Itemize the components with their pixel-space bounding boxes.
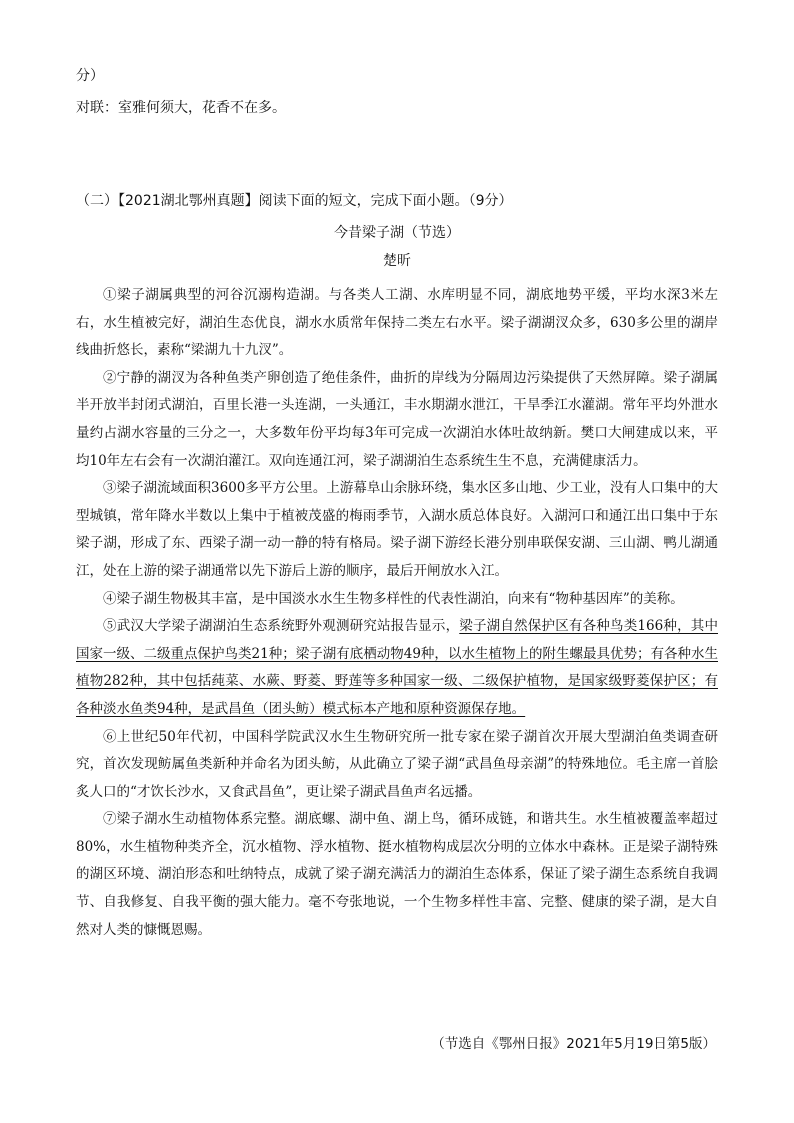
- paragraph-6: ⑥上世纪50年代初，中国科学院武汉水生生物研究所一批专家在梁子湖首次开展大型湖泊鱼类调查研究，首次发现鲂属鱼类新种并命名为团头鲂，从此确立了梁子湖“武昌鱼母亲湖”的特殊地位。毛主席一首脍炙人口的“才饮长沙水，又食武昌鱼”，更让梁子湖武昌鱼声名远播。: [76, 728, 718, 800]
- paragraph-2: ②宁静的湖汊为各种鱼类产卵创造了绝佳条件，曲折的岸线为分隔周边污染提供了天然屏障。梁子湖属半开放半封闭式湖泊，百里长港一头连湖，一头通江，丰水期湖水泄江，干旱季江水灌湖。常年平均外泄水量约占湖水容量的三分之一，大多数年份平均每3年可完成一次湖泊水体吐故纳新。樊口大闸建成以来，平均10年左右会有一次湖泊灌江。双向连通江河，梁子湖湖泊生态系统生生不息，充满健康活力。: [76, 369, 718, 469]
- paragraph-5: [76, 613, 718, 723]
- paragraph-3: ③梁子湖流域面积3600多平方公里。上游幕阜山余脉环绕，集水区多山地、少工业，没有人口集中的大型城镇，常年降水半数以上集中于植被茂盛的梅雨季节，入湖水质总体良好。入湖河口和通江出口集中于东梁子湖，形成了东、西梁子湖一动一静的特有格局。梁子湖下游经长港分别串联保安湖、三山湖、鸭儿湖通江，处在上游的梁子湖通常以先下游后上游的顺序，最后开闸放水入江。: [76, 480, 718, 579]
- paragraph-5-lead: ⑤武汉大学梁子湖湖泊生态系统野外观测研究站报告显示，: [103, 618, 460, 635]
- article-source: （节选自《鄂州日报》2021年5月19日第5版）: [431, 1036, 716, 1052]
- section-heading: （二）【2021湖北鄂州真题】阅读下面的短文，完成下面小题。（9分）: [76, 193, 513, 209]
- article-author: 楚昕: [383, 253, 411, 269]
- paragraph-7: ⑦梁子湖水生动植物体系完整。湖底螺、湖中鱼、湖上鸟，循环成链，和谐共生。水生植被覆盖率超过80%，水生植物种类齐全，沉水植物、浮水植物、挺水植物构成层次分明的立体水中森林。正是梁子湖特殊的湖区环境、湖泊形态和吐纳特点，成就了梁子湖充满活力的湖泊生态体系，保证了梁子湖生态系统自我调节、自我修复、自我平衡的强大能力。毫不夸张地说，一个生物多样性丰富、完整、健康的梁子湖，是大自然对人类的慷慨恩赐。: [76, 811, 718, 938]
- couplet-answer: 对联：室雅何须大，花香不在多。: [76, 100, 286, 116]
- article-title: 今昔梁子湖（节选）: [334, 225, 460, 241]
- previous-question-tail: 分）: [76, 68, 104, 84]
- paragraph-4: ④梁子湖生物极其丰富，是中国淡水水生生物多样性的代表性湖泊，向来有“物种基因库”的美称。: [103, 590, 684, 607]
- paragraph-1: ①梁子湖属典型的河谷沉溺构造湖。与各类人工湖、水库明显不同，湖底地势平缓，平均水深3米左右，水生植被完好，湖泊生态优良，湖水水质常年保持二类左右水平。梁子湖湖汊众多，630多公里的湖岸线曲折悠长，素称“梁湖九十九汊”。: [76, 287, 718, 359]
- paragraph-5-underlined: 梁子湖自然保护区有各种鸟类166种，其中国家一级、二级重点保护鸟类21种；梁子湖有底栖动物49种，以水生植物上的附生螺最具优势；有各种水生植物282种，其中包括莼菜、水蕨、野菱、野莲等多种国家一级、二级保护植物，是国家级野菱保护区；有各种淡水鱼类94种，是武昌鱼（团头鲂）模式标本产地和原种资源保存地。: [76, 618, 718, 717]
- article-body: [76, 282, 718, 944]
